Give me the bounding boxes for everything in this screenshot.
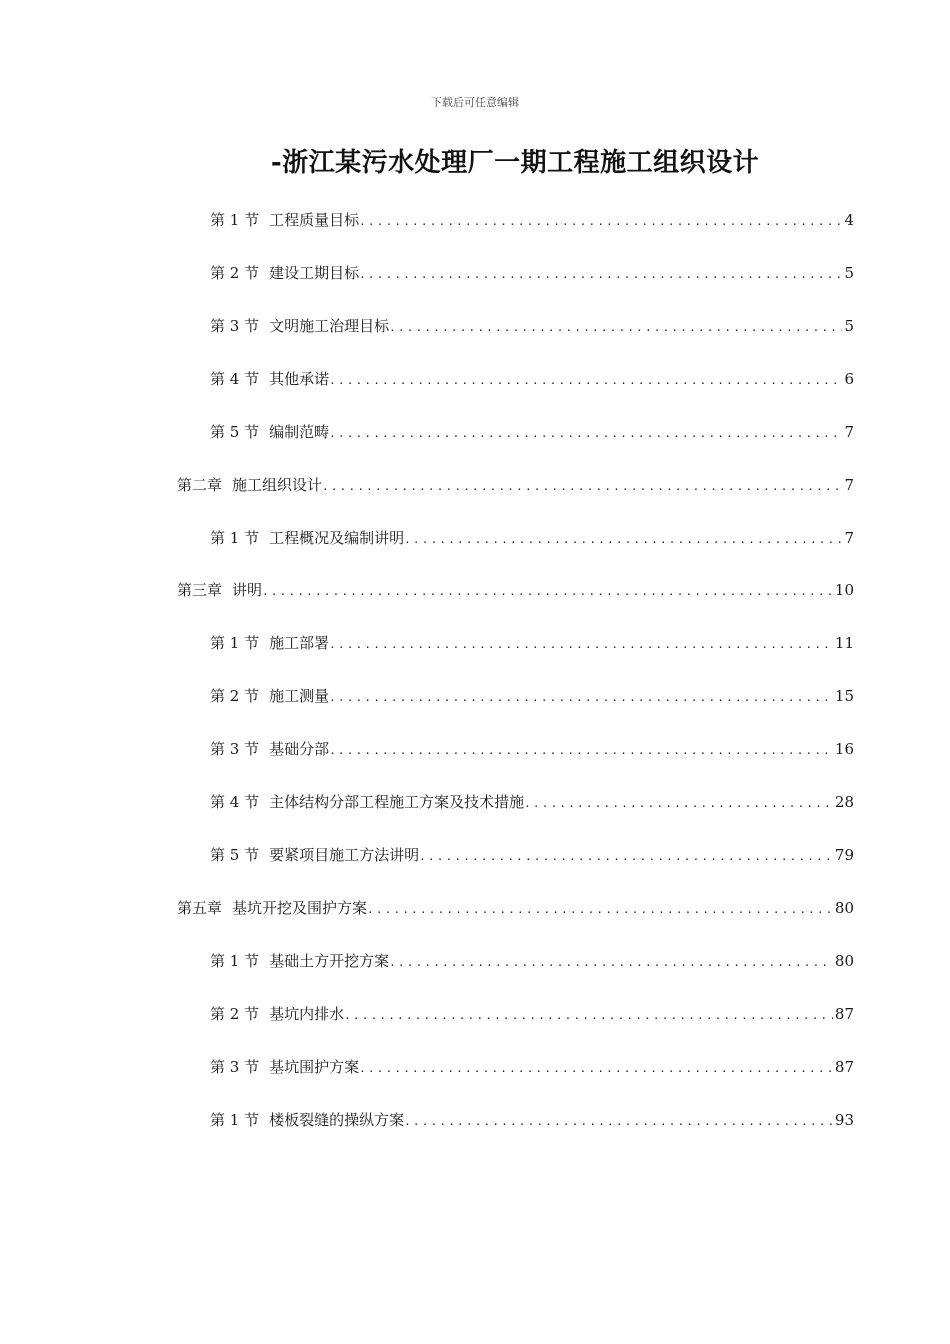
toc-entry-text: 文明施工治理目标 — [269, 317, 390, 335]
toc-dot-leader — [329, 633, 833, 657]
toc-entry-text: 基坑围护方案 — [269, 1058, 360, 1076]
toc-entry-page: 7 — [844, 529, 854, 547]
toc-dot-leader — [344, 1004, 833, 1028]
header-note: 下载后可任意编辑 — [431, 96, 519, 109]
toc-entry-number: 第 2 节 — [210, 687, 260, 705]
toc-dot-leader — [322, 475, 842, 499]
toc-dot-leader — [404, 528, 842, 552]
toc-entry[interactable] — [210, 420, 854, 444]
toc-entry[interactable] — [210, 1002, 854, 1026]
toc-entry-text: 楼板裂缝的操纵方案 — [269, 1111, 405, 1129]
toc-entry-text: 施工组织设计 — [232, 476, 323, 494]
toc-dot-leader — [389, 316, 842, 340]
toc-entry-text: 基础土方开挖方案 — [269, 952, 390, 970]
toc-entry-page: 10 — [834, 581, 854, 599]
toc-entry[interactable] — [210, 314, 854, 338]
toc-entry-page: 6 — [844, 370, 854, 388]
toc-entry-page: 93 — [834, 1111, 854, 1129]
toc-dot-leader — [262, 580, 833, 604]
toc-entry-text: 施工测量 — [269, 687, 330, 705]
toc-entry-text: 其他承诺 — [269, 370, 330, 388]
toc-entry-number: 第 1 节 — [210, 1111, 260, 1129]
toc-dot-leader — [329, 686, 833, 710]
toc-entry[interactable] — [210, 631, 854, 655]
toc-entry[interactable] — [210, 790, 854, 814]
toc-entry-page: 7 — [844, 423, 854, 441]
toc-entry-number: 第 1 节 — [210, 211, 260, 229]
toc-entry-text: 编制范畴 — [269, 423, 330, 441]
toc-entry-text: 要紧项目施工方法讲明 — [269, 846, 420, 864]
toc-entry-number: 第 3 节 — [210, 317, 260, 335]
toc-dot-leader — [367, 898, 833, 922]
toc-entry-text: 讲明 — [232, 581, 263, 599]
toc-entry[interactable] — [210, 208, 854, 232]
toc-entry-number: 第三章 — [177, 581, 223, 599]
toc-entry[interactable] — [210, 1108, 854, 1132]
toc-entry[interactable] — [210, 737, 854, 761]
toc-entry[interactable] — [177, 578, 854, 602]
toc-dot-leader — [329, 739, 833, 763]
toc-entry-number: 第 5 节 — [210, 846, 260, 864]
toc-entry-page: 79 — [834, 846, 854, 864]
toc-entry-text: 工程质量目标 — [269, 211, 360, 229]
toc-entry-page: 87 — [834, 1005, 854, 1023]
toc-entry-page: 16 — [834, 740, 854, 758]
toc-entry[interactable] — [210, 949, 854, 973]
toc-entry[interactable] — [210, 367, 854, 391]
toc-dot-leader — [524, 792, 833, 816]
toc-dot-leader — [404, 1110, 833, 1134]
toc-entry-number: 第 4 节 — [210, 793, 260, 811]
toc-entry-text: 主体结构分部工程施工方案及技术措施 — [269, 793, 525, 811]
toc-entry-page: 5 — [844, 317, 854, 335]
toc-entry[interactable] — [210, 1055, 854, 1079]
toc-entry-text: 施工部署 — [269, 634, 330, 652]
toc-entry-page: 5 — [844, 264, 854, 282]
toc-entry-number: 第二章 — [177, 476, 223, 494]
toc-dot-leader — [359, 263, 842, 287]
toc-entry-page: 4 — [844, 211, 854, 229]
toc-entry-page: 87 — [834, 1058, 854, 1076]
toc-entry-page: 28 — [834, 793, 854, 811]
toc-entry[interactable] — [210, 526, 854, 550]
toc-entry[interactable] — [210, 684, 854, 708]
toc-entry-number: 第 1 节 — [210, 634, 260, 652]
toc-entry[interactable] — [210, 843, 854, 867]
toc-entry-number: 第 1 节 — [210, 952, 260, 970]
toc-entry-text: 基坑内排水 — [269, 1005, 345, 1023]
toc-entry-page: 80 — [834, 952, 854, 970]
toc-dot-leader — [329, 422, 842, 446]
toc-entry[interactable] — [177, 473, 854, 497]
toc-entry[interactable] — [210, 261, 854, 285]
toc-dot-leader — [359, 210, 842, 234]
toc-entry-number: 第 3 节 — [210, 1058, 260, 1076]
toc-entry-page: 7 — [844, 476, 854, 494]
toc-entry-number: 第五章 — [177, 899, 223, 917]
toc-entry-text: 工程概况及编制讲明 — [269, 529, 405, 547]
toc-entry-text: 基坑开挖及围护方案 — [232, 899, 368, 917]
toc-entry[interactable] — [177, 896, 854, 920]
toc-entry-page: 80 — [834, 899, 854, 917]
toc-entry-number: 第 2 节 — [210, 1005, 260, 1023]
toc-entry-number: 第 4 节 — [210, 370, 260, 388]
toc-entry-number: 第 5 节 — [210, 423, 260, 441]
toc-entry-number: 第 1 节 — [210, 529, 260, 547]
toc-dot-leader — [329, 369, 842, 393]
toc-dot-leader — [419, 845, 833, 869]
toc-entry-text: 建设工期目标 — [269, 264, 360, 282]
toc-entry-text: 基础分部 — [269, 740, 330, 758]
toc-dot-leader — [389, 951, 833, 975]
toc-dot-leader — [359, 1057, 833, 1081]
toc-entry-number: 第 3 节 — [210, 740, 260, 758]
document-title: -浙江某污水处理厂一期工程施工组织设计 — [270, 148, 760, 178]
toc-entry-page: 11 — [834, 634, 854, 652]
toc-entry-number: 第 2 节 — [210, 264, 260, 282]
toc-entry-page: 15 — [834, 687, 854, 705]
